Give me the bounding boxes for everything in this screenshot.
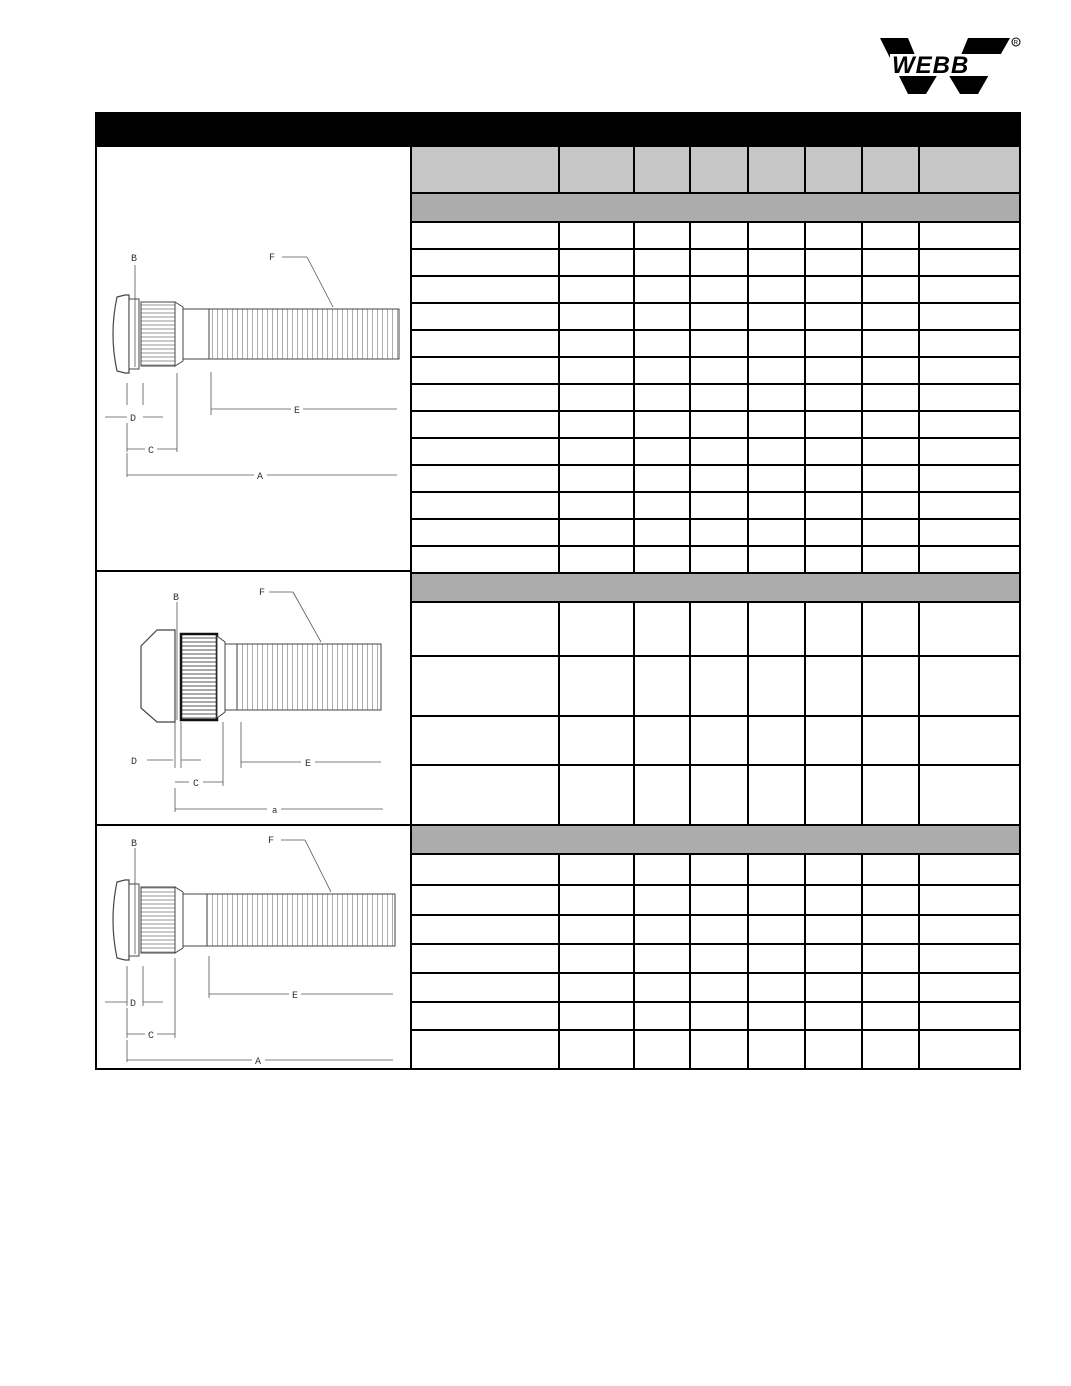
table-cell: [634, 546, 690, 573]
table-cell: [690, 384, 748, 411]
dim-label-a: a: [272, 806, 278, 816]
table-cell: [862, 276, 919, 303]
table-cell: [559, 438, 634, 465]
table-cell: [690, 276, 748, 303]
table-cell: [559, 519, 634, 546]
dim-label-e: E: [292, 991, 299, 1002]
dim-label-f: F: [259, 588, 266, 599]
table-cell: [919, 915, 1019, 944]
table-row: [412, 656, 1019, 716]
table-cell: [412, 854, 559, 885]
table-cell: [805, 944, 862, 973]
section-title: [412, 573, 1019, 602]
table-cell: [862, 249, 919, 276]
dim-label-c: C: [148, 446, 155, 457]
table-cell: [690, 222, 748, 249]
table-cell: [862, 330, 919, 357]
table-cell: [559, 716, 634, 765]
table-cell: [919, 602, 1019, 656]
table-cell: [690, 330, 748, 357]
table-row: [412, 276, 1019, 303]
table-row: [412, 602, 1019, 656]
stud-diagram-2: [97, 572, 410, 824]
table-cell: [805, 716, 862, 765]
table-cell: [748, 249, 805, 276]
table-cell: [748, 276, 805, 303]
table-cell: [559, 249, 634, 276]
table-cell: [690, 944, 748, 973]
table-cell: [862, 384, 919, 411]
table-cell: [634, 249, 690, 276]
table-cell: [690, 973, 748, 1002]
section-2-rows: [412, 602, 1019, 825]
webb-logo: [878, 34, 1024, 96]
section-header-2: [412, 573, 1019, 602]
table-cell: [862, 411, 919, 438]
table-cell: [559, 492, 634, 519]
table-cell: [412, 885, 559, 915]
table-cell: [412, 303, 559, 330]
table-cell: [805, 357, 862, 384]
table-cell: [559, 602, 634, 656]
dim-label-d: D: [130, 414, 137, 425]
section-title: [412, 825, 1019, 854]
table-row: [412, 765, 1019, 825]
dim-label-b: B: [131, 254, 138, 265]
table-cell: [862, 438, 919, 465]
table-cell: [748, 303, 805, 330]
table-cell: [862, 492, 919, 519]
table-cell: [634, 1002, 690, 1030]
table-cell: [559, 973, 634, 1002]
table-cell: [862, 1002, 919, 1030]
title-bar: [95, 112, 1021, 145]
table-cell: [748, 1002, 805, 1030]
table-row: [412, 716, 1019, 765]
table-cell: [412, 330, 559, 357]
table-cell: [559, 885, 634, 915]
table-row: [412, 973, 1019, 1002]
table-cell: [919, 249, 1019, 276]
table-cell: [805, 465, 862, 492]
table-cell: [862, 222, 919, 249]
table-cell: [748, 384, 805, 411]
diagram-panel-1: [97, 147, 412, 572]
table-cell: [862, 915, 919, 944]
table-cell: [559, 546, 634, 573]
table-cell: [690, 303, 748, 330]
dim-label-f: F: [268, 836, 275, 847]
table-cell: [748, 944, 805, 973]
table-cell: [634, 854, 690, 885]
table-cell: [690, 656, 748, 716]
table-cell: [690, 1030, 748, 1070]
table-cell: [805, 973, 862, 1002]
table-cell: [634, 438, 690, 465]
table-cell: [559, 222, 634, 249]
table-cell: [748, 602, 805, 656]
table-cell: [805, 656, 862, 716]
table-cell: [634, 765, 690, 825]
table-cell: [805, 330, 862, 357]
table-cell: [805, 854, 862, 885]
table-cell: [559, 330, 634, 357]
table-cell: [559, 276, 634, 303]
table-cell: [919, 519, 1019, 546]
table-cell: [862, 303, 919, 330]
table-row: [412, 357, 1019, 384]
table-cell: [805, 222, 862, 249]
table-cell: [862, 765, 919, 825]
table-cell: [634, 465, 690, 492]
table-cell: [862, 465, 919, 492]
dim-label-c: C: [193, 779, 200, 790]
column-header: [805, 147, 862, 193]
table-cell: [690, 716, 748, 765]
table-cell: [412, 546, 559, 573]
table-cell: [919, 885, 1019, 915]
table-cell: [862, 519, 919, 546]
table-cell: [690, 885, 748, 915]
table-cell: [412, 716, 559, 765]
table-cell: [690, 492, 748, 519]
table-cell: [634, 384, 690, 411]
column-header: [919, 147, 1019, 193]
table-cell: [862, 357, 919, 384]
spec-table-frame: [95, 145, 1021, 1070]
table-row: [412, 546, 1019, 573]
column-header: [634, 147, 690, 193]
table-row: [412, 411, 1019, 438]
column-header: [559, 147, 634, 193]
table-cell: [919, 384, 1019, 411]
table-cell: [634, 1030, 690, 1070]
table-cell: [690, 602, 748, 656]
table-cell: [748, 492, 805, 519]
table-cell: [690, 854, 748, 885]
table-cell: [748, 519, 805, 546]
column-header: [412, 147, 559, 193]
table-cell: [805, 276, 862, 303]
table-cell: [862, 656, 919, 716]
table-row: [412, 885, 1019, 915]
table-cell: [805, 546, 862, 573]
table-cell: [412, 222, 559, 249]
table-cell: [805, 519, 862, 546]
table-cell: [559, 944, 634, 973]
table-cell: [919, 656, 1019, 716]
table-cell: [559, 384, 634, 411]
section-3-rows: [412, 854, 1019, 1070]
table-cell: [748, 357, 805, 384]
table-row: [412, 1030, 1019, 1070]
dim-label-d: D: [130, 999, 137, 1010]
table-cell: [748, 716, 805, 765]
table-cell: [748, 765, 805, 825]
table-cell: [862, 1030, 919, 1070]
table-cell: [919, 276, 1019, 303]
table-cell: [559, 357, 634, 384]
table-row: [412, 944, 1019, 973]
table-cell: [919, 1002, 1019, 1030]
table-cell: [919, 330, 1019, 357]
table-cell: [919, 944, 1019, 973]
table-cell: [748, 438, 805, 465]
table-cell: [634, 973, 690, 1002]
table-cell: [412, 765, 559, 825]
table-cell: [805, 602, 862, 656]
table-cell: [862, 973, 919, 1002]
table-cell: [634, 885, 690, 915]
table-cell: [919, 765, 1019, 825]
table-cell: [559, 465, 634, 492]
table-row: [412, 854, 1019, 885]
table-cell: [412, 944, 559, 973]
table-cell: [559, 765, 634, 825]
table-cell: [919, 303, 1019, 330]
table-cell: [805, 885, 862, 915]
logo-wordmark: WEBB: [892, 52, 970, 79]
table-cell: [862, 716, 919, 765]
table-cell: [748, 973, 805, 1002]
table-cell: [634, 602, 690, 656]
table-cell: [634, 944, 690, 973]
table-cell: [919, 492, 1019, 519]
table-row: [412, 303, 1019, 330]
table-cell: [634, 303, 690, 330]
table-row: [412, 222, 1019, 249]
diagram-panel-2: [97, 572, 412, 826]
stud-diagram-3: [97, 826, 410, 1068]
dim-label-f: F: [269, 253, 276, 264]
table-cell: [412, 602, 559, 656]
table-cell: [412, 465, 559, 492]
dim-label-b: B: [131, 839, 138, 850]
table-cell: [412, 357, 559, 384]
column-header: [862, 147, 919, 193]
table-cell: [559, 1030, 634, 1070]
diagram-panel-3: [97, 826, 412, 1070]
table-row: [412, 1002, 1019, 1030]
table-row: [412, 915, 1019, 944]
table-cell: [634, 519, 690, 546]
table-cell: [748, 222, 805, 249]
table-row: [412, 330, 1019, 357]
table-cell: [748, 411, 805, 438]
table-cell: [559, 915, 634, 944]
table-cell: [919, 357, 1019, 384]
dim-label-e: E: [294, 406, 301, 417]
table-cell: [919, 438, 1019, 465]
table-cell: [748, 546, 805, 573]
table-cell: [862, 944, 919, 973]
section-1-rows: [412, 222, 1019, 573]
table-cell: [919, 465, 1019, 492]
section-header-3: [412, 825, 1019, 854]
table-cell: [559, 1002, 634, 1030]
table-cell: [559, 854, 634, 885]
table-cell: [805, 765, 862, 825]
section-title: [412, 193, 1019, 222]
table-cell: [919, 854, 1019, 885]
table-cell: [690, 249, 748, 276]
table-cell: [634, 276, 690, 303]
table-cell: [634, 222, 690, 249]
table-cell: [690, 546, 748, 573]
table-cell: [412, 915, 559, 944]
table-cell: [412, 1002, 559, 1030]
table-cell: [412, 519, 559, 546]
column-header-row: [412, 147, 1019, 193]
column-header: [748, 147, 805, 193]
table-cell: [748, 465, 805, 492]
table-cell: [805, 411, 862, 438]
table-cell: [919, 973, 1019, 1002]
table-cell: [919, 1030, 1019, 1070]
table-cell: [919, 716, 1019, 765]
table-cell: [748, 885, 805, 915]
table-cell: [412, 411, 559, 438]
table-cell: [862, 885, 919, 915]
table-cell: [805, 1030, 862, 1070]
spec-grid: [412, 147, 1019, 1070]
table-cell: [919, 222, 1019, 249]
table-cell: [412, 438, 559, 465]
table-cell: [412, 384, 559, 411]
dim-label-a: A: [257, 472, 264, 483]
table-cell: [690, 465, 748, 492]
table-cell: [634, 492, 690, 519]
table-cell: [805, 1002, 862, 1030]
table-cell: [748, 330, 805, 357]
table-cell: [634, 716, 690, 765]
table-cell: [690, 765, 748, 825]
table-cell: [690, 411, 748, 438]
table-cell: [412, 492, 559, 519]
spec-sheet: [95, 112, 1021, 1070]
table-cell: [748, 854, 805, 885]
table-cell: [690, 1002, 748, 1030]
svg-text:R: R: [1013, 40, 1018, 47]
table-row: [412, 465, 1019, 492]
table-cell: [805, 492, 862, 519]
dim-label-e: E: [305, 759, 312, 770]
table-cell: [748, 1030, 805, 1070]
table-cell: [412, 276, 559, 303]
table-cell: [919, 411, 1019, 438]
dim-label-d: D: [131, 757, 138, 768]
table-cell: [690, 519, 748, 546]
table-cell: [634, 330, 690, 357]
table-cell: [690, 438, 748, 465]
section-header-1: [412, 193, 1019, 222]
dim-label-a: A: [255, 1057, 262, 1068]
table-cell: [559, 303, 634, 330]
table-cell: [805, 249, 862, 276]
table-row: [412, 519, 1019, 546]
table-row: [412, 384, 1019, 411]
table-cell: [748, 915, 805, 944]
table-cell: [412, 973, 559, 1002]
table-cell: [862, 854, 919, 885]
table-cell: [634, 411, 690, 438]
table-cell: [412, 656, 559, 716]
table-row: [412, 492, 1019, 519]
table-cell: [690, 357, 748, 384]
table-cell: [412, 1030, 559, 1070]
dim-label-b: B: [173, 593, 180, 604]
table-cell: [862, 602, 919, 656]
table-cell: [805, 915, 862, 944]
table-cell: [805, 384, 862, 411]
table-cell: [748, 656, 805, 716]
table-cell: [805, 438, 862, 465]
table-row: [412, 438, 1019, 465]
table-cell: [412, 249, 559, 276]
table-cell: [862, 546, 919, 573]
table-cell: [690, 915, 748, 944]
table-cell: [634, 357, 690, 384]
table-cell: [559, 656, 634, 716]
table-cell: [634, 656, 690, 716]
dim-label-c: C: [148, 1031, 155, 1042]
column-header: [690, 147, 748, 193]
table-cell: [634, 915, 690, 944]
table-cell: [559, 411, 634, 438]
table-row: [412, 249, 1019, 276]
table-cell: [919, 546, 1019, 573]
stud-diagram-1: [97, 147, 410, 570]
table-cell: [805, 303, 862, 330]
